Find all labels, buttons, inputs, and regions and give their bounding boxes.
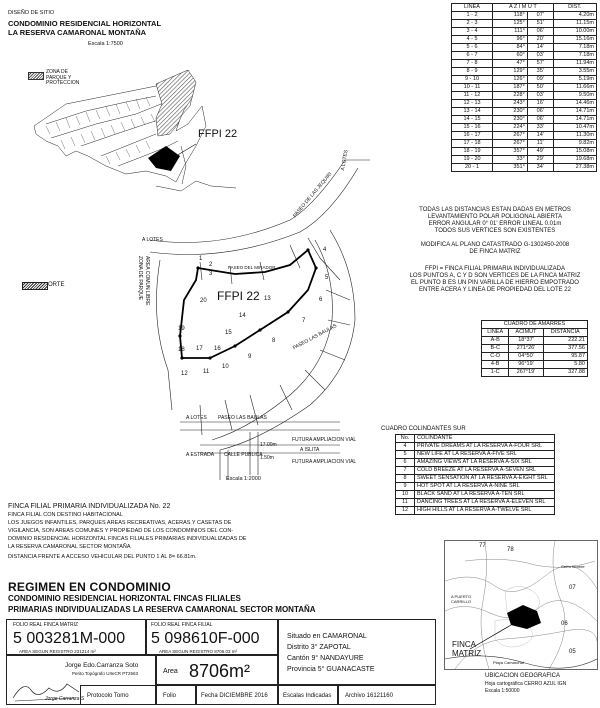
azimut-deg-cell: 267°	[493, 132, 528, 140]
azimut-row	[452, 132, 597, 140]
plan-ffpi-label: FFPI 22	[217, 289, 260, 303]
azimut-dist-cell: 5.19m	[553, 76, 596, 84]
amarres-acimut-cell: 18°37'	[509, 337, 543, 345]
azimut-row	[452, 12, 597, 20]
lot-number: 4	[323, 247, 327, 253]
amarres-linea-cell: A-B	[482, 337, 509, 345]
lot-number: 2	[209, 262, 213, 268]
modifica-note	[395, 242, 595, 256]
description-line: VIGILANCIA, SON AREAS COMUNES Y PROPIEDAD DE LOS CONDOMINIOS DEL CON-	[8, 528, 234, 534]
amarres-row	[482, 369, 588, 377]
folio-filial-value: 5 098610F-000	[151, 630, 260, 647]
azimut-linea-cell: 15 - 16	[452, 124, 493, 132]
note-line: LEVANTAMIENTO POLAR POLIGONAL ABIERTA	[427, 214, 563, 220]
width-1-5: 1.50m	[260, 455, 274, 461]
azimut-dist-cell: 9.82m	[553, 140, 596, 148]
ffpi-note	[395, 266, 595, 294]
azimut-min-cell: 57'	[527, 60, 553, 68]
site-scale: Escala 1:7500	[88, 41, 123, 47]
azimut-linea-cell: 9 - 10	[452, 76, 493, 84]
azimut-row	[452, 116, 597, 124]
azimut-linea-cell: 20 - 1	[452, 164, 493, 172]
road-label-paseo-baulas-bottom: PASEO LAS BAULAS	[218, 415, 267, 421]
note-line: DE FINCA MATRIZ	[469, 249, 521, 255]
azimut-dist-cell: 15.08m	[553, 148, 596, 156]
lot-number: 13	[264, 296, 271, 302]
azimut-linea-cell: 16 - 17	[452, 132, 493, 140]
colindante-name-cell: BLACK SAND AT LA RESERVA A-TEN SRL	[415, 491, 555, 499]
azimut-min-cell: 03'	[527, 52, 553, 60]
colindante-name-cell: DANCING TREES AT LA RESERVA A-ELEVEN SRL	[415, 499, 555, 507]
colindante-name-cell: AMAZING VIEWS AT LA RESERVA A-SIX SRL	[415, 459, 555, 467]
azimut-row	[452, 140, 597, 148]
note-line: ENTRE ACERA Y LINEA DE PROPIEDAD DEL LOTE 22	[419, 287, 571, 293]
colindante-name-cell: COLD BREEZE AT LA RESERVA A-SEVEN SRL	[415, 467, 555, 475]
azimut-col-linea: LINEA	[452, 4, 493, 12]
note-line: TODAS LAS DISTANCIAS ESTAN DADAS EN METROS	[419, 207, 571, 213]
lot-number: 7	[302, 318, 306, 324]
grid-label: 07	[569, 585, 576, 591]
azimut-min-cell: 14'	[527, 132, 553, 140]
azimut-min-cell: 03'	[527, 92, 553, 100]
colindante-name-cell: PRIVATE DREAMS AT LA RESERVA A-FOUR SRL	[415, 443, 555, 451]
azimut-deg-cell: 187°	[493, 84, 528, 92]
engineer-name: Jorge Edo.Carranza Soto	[65, 662, 139, 669]
place-playa-camaronal: Playa Camaronal	[493, 660, 524, 665]
lot-number: 6	[319, 297, 323, 303]
amarres-row	[482, 337, 588, 345]
azimut-min-cell: 06'	[527, 116, 553, 124]
road-label-paseo-mirador: PASEO DEL MIRADOR	[228, 265, 276, 270]
location-box	[278, 619, 436, 685]
azimut-deg-cell: 228°	[493, 92, 528, 100]
azimut-linea-cell: 10 - 11	[452, 84, 493, 92]
amarres-linea-cell: 1-C	[482, 369, 509, 377]
azimut-min-cell: 16'	[527, 100, 553, 108]
azimut-deg-cell: 47°	[493, 60, 528, 68]
azimut-row	[452, 92, 597, 100]
amarres-linea-cell: 4-B	[482, 361, 509, 369]
azimut-deg-cell: 118°	[493, 12, 528, 20]
colindante-number-cell: 8	[396, 475, 415, 483]
road-label-a-isla: A ISLITA	[300, 447, 320, 453]
azimut-dist-cell: 3.55m	[553, 68, 596, 76]
description-line: LA RESERVA CAMARONAL SECTOR MONTAÑA	[8, 544, 131, 550]
colindante-number-cell: 11	[396, 499, 415, 507]
azimut-deg-cell: 351°	[493, 164, 528, 172]
colindante-row	[396, 507, 555, 515]
engineer-sub: Perito Topógrafo UIIeCR PT2563	[72, 671, 138, 676]
road-label-paseo-jequiri: PASEO DE LAS JEQUIRI	[292, 171, 334, 219]
azimut-dist-cell: 14.71m	[553, 116, 596, 124]
lot-number: 8	[272, 338, 276, 344]
colindante-number-cell: 4	[396, 443, 415, 451]
finca-description	[8, 502, 348, 561]
site-title-1: CONDOMINIO RESIDENCIAL HORIZONTAL	[8, 19, 162, 28]
plan-scale: Escala 1:2000	[226, 476, 261, 482]
colindante-number-cell: 5	[396, 451, 415, 459]
colindantes-title: CUADRO COLINDANTES SUR	[381, 426, 466, 432]
folio-matriz-value: 5 003281M-000	[13, 630, 126, 647]
lot-number: 1	[199, 256, 203, 262]
folio-filial-label: FOLIO REAL FINCA FILIAL	[151, 622, 213, 628]
grid-label: 05	[569, 649, 576, 655]
regimen-line-2: PRIMARIAS INDIVIDUALIZADAS LA RESERVA CAMARONAL SECTOR MONTAÑA	[8, 605, 316, 614]
azimut-dist-cell: 11.94m	[553, 60, 596, 68]
azimut-linea-cell: 12 - 13	[452, 100, 493, 108]
azimut-linea-cell: 8 - 9	[452, 68, 493, 76]
azimut-row	[452, 100, 597, 108]
amarres-row	[482, 345, 588, 353]
azimut-deg-cell: 230°	[493, 116, 528, 124]
azimut-linea-cell: 3 - 4	[452, 28, 493, 36]
area-comun-label: AREA COMUN LIBRE ZONA DE PARQUE	[137, 256, 150, 306]
site-title-2: LA RESERVA CAMARONAL MONTAÑA	[8, 28, 147, 37]
azimut-linea-cell: 19 - 20	[452, 156, 493, 164]
lot-number: 17	[196, 346, 203, 352]
road-label-calle-publica: CALLE PUBLICA	[224, 452, 263, 458]
footer-fecha	[196, 685, 278, 705]
lot-plan-drawing	[140, 150, 390, 480]
description-line: LOS JUEGOS INFANTILES, PARQUES AREAS RECREATIVAS, ACERAS Y CASETAS DE	[8, 520, 232, 526]
azimut-dist-cell: 7.18m	[553, 44, 596, 52]
azimut-row	[452, 36, 597, 44]
finca-matriz-label: FINCA MATRIZ	[452, 640, 482, 658]
azimut-dist-cell: 10.00m	[553, 28, 596, 36]
map-hoja: Hoja cartográfica CERRO AZUL IGN	[485, 681, 567, 687]
amarres-acimut-cell: 04°50'	[509, 353, 543, 361]
amarres-distancia-cell: 377.56	[543, 345, 587, 353]
grid-label: 78	[507, 547, 514, 553]
azimut-deg-cell: 230°	[493, 108, 528, 116]
place-cerro-morete: Cerro Morete	[561, 564, 585, 569]
colindante-row	[396, 443, 555, 451]
azimut-min-cell: 14'	[527, 44, 553, 52]
azimut-dist-cell: 4.20m	[553, 12, 596, 20]
azimut-min-cell: 51'	[527, 20, 553, 28]
azimut-deg-cell: 267°	[493, 140, 528, 148]
distance-notes	[395, 207, 595, 235]
colindante-name-cell: HIGH HILLS AT LA RESERVA A-TWELVE SRL	[415, 507, 555, 515]
lot-number: 16	[214, 346, 221, 352]
regimen-title: REGIMEN EN CONDOMINIO	[8, 580, 171, 594]
azimut-row	[452, 20, 597, 28]
azimut-deg-cell: 129°	[493, 68, 528, 76]
futura-ampliacion-label-1: FUTURA AMPLIACION VIAL	[292, 437, 357, 443]
finca-title: FINCA FILIAL PRIMARIA INDIVIDUALIZADA No. 22	[8, 503, 171, 510]
amarres-row	[482, 353, 588, 361]
footer-archivo-label: Archivo 16121160	[345, 693, 393, 699]
folio-matriz-box	[6, 619, 146, 655]
amarres-linea-cell: B-C	[482, 345, 509, 353]
azimut-min-cell: 20'	[527, 36, 553, 44]
note-line: LOS PUNTOS A, C Y D SON VERTICES DE LA FINCA MATRIZ	[409, 273, 581, 279]
colindantes-table	[395, 434, 555, 515]
azimut-linea-cell: 17 - 18	[452, 140, 493, 148]
azimut-dist-cell: 11.30m	[553, 132, 596, 140]
azimut-linea-cell: 4 - 5	[452, 36, 493, 44]
park-legend-label: ZONA DE PARQUE Y PROTECCION	[46, 69, 80, 86]
azimut-row	[452, 68, 597, 76]
lot-number: 10	[222, 364, 229, 370]
description-line: FINCA FILIAL CON DESTINO HABITACIONAL	[8, 512, 123, 518]
location-distrito: Distrito 3° ZAPOTAL	[287, 644, 351, 651]
site-ffpi-label: FFPI 22	[198, 128, 238, 140]
azimut-dist-cell: 14.71m	[553, 108, 596, 116]
lot-number: 11	[203, 369, 210, 375]
azimut-deg-cell: 224°	[493, 124, 528, 132]
azimut-min-cell: 50'	[527, 84, 553, 92]
azimut-linea-cell: 1 - 2	[452, 12, 493, 20]
azimut-table	[451, 3, 597, 172]
azimut-dist-cell: 10.47m	[553, 124, 596, 132]
azimut-header-row	[452, 4, 597, 12]
colindante-row	[396, 451, 555, 459]
amarres-row	[482, 361, 588, 369]
amarres-acimut-cell: 96°19'	[509, 361, 543, 369]
site-design-heading: DISEÑO DE SITIO	[8, 10, 55, 16]
area-label: Area	[163, 668, 178, 675]
colindante-number-cell: 6	[396, 459, 415, 467]
azimut-col-dist: DIST.	[553, 4, 596, 12]
lot-number: 19	[178, 326, 185, 332]
folio-filial-area: AREA SEGUN REGISTRO 8706.03 m²	[159, 649, 238, 654]
azimut-min-cell: 34'	[527, 164, 553, 172]
azimut-deg-cell: 111°	[493, 28, 528, 36]
azimut-row	[452, 84, 597, 92]
amarres-acimut-cell: 271°26'	[509, 345, 543, 353]
azimut-linea-cell: 7 - 8	[452, 60, 493, 68]
azimut-min-cell: 49'	[527, 148, 553, 156]
colindante-row	[396, 483, 555, 491]
azimut-row	[452, 148, 597, 156]
description-line: DISTANCIA FRENTE A ACCESO VEHICULAR DEL PUNTO 1 AL 8= 66.81m.	[8, 554, 197, 560]
azimut-min-cell: 33'	[527, 124, 553, 132]
azimut-row	[452, 124, 597, 132]
azimut-min-cell: 09'	[527, 76, 553, 84]
description-line: DOMINIO RESIDENCIAL HORIZONTAL FINCAS FILIALES PRIMARIAS INDIVIDUALIZADAS DE	[8, 536, 247, 542]
azimut-row	[452, 76, 597, 84]
azimut-row	[452, 108, 597, 116]
signature-text: Jorge Carranza S	[45, 696, 85, 702]
area-box	[156, 655, 278, 685]
note-line: TODOS SUS VERTICES SON EXISTENTES	[434, 228, 556, 234]
colindantes-col-no: No.	[396, 435, 415, 443]
azimut-deg-cell: 33°	[493, 156, 528, 164]
place-puerto-carrillo: A PUERTO CARRILLO	[451, 594, 472, 604]
orte-label: ORTE	[48, 282, 65, 288]
folio-matriz-label: FOLIO REAL FINCA MATRIZ	[13, 622, 79, 628]
azimut-dist-cell: 14.46m	[553, 100, 596, 108]
azimut-row	[452, 164, 597, 172]
azimut-row	[452, 52, 597, 60]
colindantes-col-name: COLINDANTE	[415, 435, 555, 443]
footer-protocolo-label: Protocolo Tomo	[87, 693, 129, 699]
note-line: FFPI = FINCA FILIAL PRIMARIA INDIVIDUALIZADA	[425, 266, 565, 272]
azimut-row	[452, 60, 597, 68]
regimen-line-1: CONDOMINIO RESIDENCIAL HORIZONTAL FINCAS FILIALES	[8, 594, 241, 603]
grid-label: 77	[479, 543, 486, 549]
road-label-a-lotes: A LOTES	[142, 237, 163, 243]
note-line: ERROR ANGULAR 0° 01' ERROR LINEAL 0.01m	[428, 221, 562, 227]
road-label-a-lotes-bottom: A LOTES	[186, 415, 207, 421]
azimut-linea-cell: 6 - 7	[452, 52, 493, 60]
footer-folio	[156, 685, 196, 705]
azimut-deg-cell: 243°	[493, 100, 528, 108]
azimut-dist-cell: 9.50m	[553, 92, 596, 100]
amarres-col-acimut: ACIMUT	[509, 329, 543, 337]
orte-legend-swatch	[22, 282, 48, 290]
footer-escalas	[278, 685, 338, 705]
footer-folio-label: Folio	[163, 693, 177, 699]
azimut-dist-cell: 11.15m	[553, 20, 596, 28]
azimut-deg-cell: 96°	[493, 36, 528, 44]
folio-matriz-area: AREA SEGUN REGISTRO 231214 m²	[19, 649, 96, 654]
azimut-linea-cell: 18 - 19	[452, 148, 493, 156]
azimut-dist-cell: 7.18m	[553, 52, 596, 60]
azimut-dist-cell: 11.66m	[553, 84, 596, 92]
location-canton: Cantón 9° NANDAYURE	[287, 655, 364, 662]
colindante-row	[396, 467, 555, 475]
footer-fecha-label: Fecha DICIEMBRE 2016	[201, 693, 268, 699]
azimut-min-cell: 11'	[527, 140, 553, 148]
location-situado: Situado en CAMARONAL	[287, 633, 367, 640]
colindante-row	[396, 475, 555, 483]
amarres-table	[481, 320, 588, 377]
azimut-row	[452, 156, 597, 164]
colindante-row	[396, 491, 555, 499]
azimut-row	[452, 28, 597, 36]
amarres-col-linea: LINEA	[482, 329, 509, 337]
azimut-deg-cell: 60°	[493, 52, 528, 60]
width-17: 17.00m	[260, 442, 277, 448]
lot-number: 18	[178, 347, 185, 353]
footer-archivo	[338, 685, 436, 705]
location-provincia: Provincia 5° GUANACASTE	[287, 666, 375, 673]
azimut-min-cell: 06'	[527, 28, 553, 36]
colindante-number-cell: 9	[396, 483, 415, 491]
azimut-min-cell: 35'	[527, 68, 553, 76]
azimut-linea-cell: 5 - 6	[452, 44, 493, 52]
amarres-acimut-cell: 267°19'	[509, 369, 543, 377]
colindante-number-cell: 7	[396, 467, 415, 475]
azimut-dist-cell: 15.16m	[553, 36, 596, 44]
lot-number: 14	[239, 313, 246, 319]
road-label-a-lotes-right: A LOTES	[340, 149, 350, 172]
futura-ampliacion-label-2: FUTURA AMPLIACION VIAL	[292, 459, 357, 465]
lot-number: 20	[200, 298, 207, 304]
azimut-linea-cell: 11 - 12	[452, 92, 493, 100]
colindante-number-cell: 12	[396, 507, 415, 515]
amarres-distancia-cell: 327.88	[543, 369, 587, 377]
colindante-name-cell: NEW LIFE AT LA RESERVA A-FIVE SRL	[415, 451, 555, 459]
azimut-deg-cell: 84°	[493, 44, 528, 52]
amarres-distancia-cell: 95.87	[543, 353, 587, 361]
amarres-title: CUADRO DE AMARRES	[482, 321, 588, 329]
azimut-linea-cell: 2 - 3	[452, 20, 493, 28]
lot-number: 9	[248, 354, 252, 360]
road-label-paseo-baulas: PASEO LAS BAULAS	[292, 323, 338, 352]
colindante-name-cell: HOT SPOT AT LA RESERVA A-NINE SRL	[415, 483, 555, 491]
colindante-row	[396, 499, 555, 507]
azimut-col-azimut: A Z I M U T	[493, 4, 554, 12]
amarres-linea-cell: C-D	[482, 353, 509, 361]
colindante-row	[396, 459, 555, 467]
amarres-distancia-cell: 5.80	[543, 361, 587, 369]
folio-filial-box	[146, 619, 278, 655]
lot-number: 5	[325, 275, 329, 281]
colindante-name-cell: SWEET SENSATION AT LA RESERVA A-EIGHT SRL	[415, 475, 555, 483]
map-escala: Escala 1:50000	[485, 688, 520, 694]
azimut-deg-cell: 125°	[493, 20, 528, 28]
amarres-distancia-cell: 222.21	[543, 337, 587, 345]
azimut-min-cell: 06'	[527, 108, 553, 116]
lot-number: 15	[225, 330, 232, 336]
grid-label: 06	[561, 621, 568, 627]
area-value: 8706m²	[189, 661, 251, 681]
lot-number: 12	[181, 371, 188, 377]
footer-protocolo	[80, 685, 156, 705]
lot-number: 3	[209, 271, 213, 277]
azimut-min-cell: 07'	[527, 12, 553, 20]
azimut-dist-cell: 19.68m	[553, 156, 596, 164]
azimut-row	[452, 44, 597, 52]
colindante-number-cell: 10	[396, 491, 415, 499]
note-line: EL PUNTO B ES UN PIN VARILLA DE HIERRO EMPOTRADO	[411, 280, 579, 286]
footer-escalas-label: Escalas Indicadas	[283, 693, 332, 699]
map-ubicacion: UBICACION GEOGRAFICA	[485, 673, 561, 679]
azimut-deg-cell: 126°	[493, 76, 528, 84]
road-label-a-estrada: A ESTRADA	[186, 452, 215, 458]
azimut-linea-cell: 14 - 15	[452, 116, 493, 124]
amarres-col-distancia: DISTANCIA	[543, 329, 587, 337]
azimut-deg-cell: 357°	[493, 148, 528, 156]
azimut-dist-cell: 27.38m	[553, 164, 596, 172]
azimut-min-cell: 29'	[527, 156, 553, 164]
azimut-linea-cell: 13 - 14	[452, 108, 493, 116]
note-line: MODIFICA AL PLANO CATASTRADO G-1302450-2008	[420, 242, 570, 248]
